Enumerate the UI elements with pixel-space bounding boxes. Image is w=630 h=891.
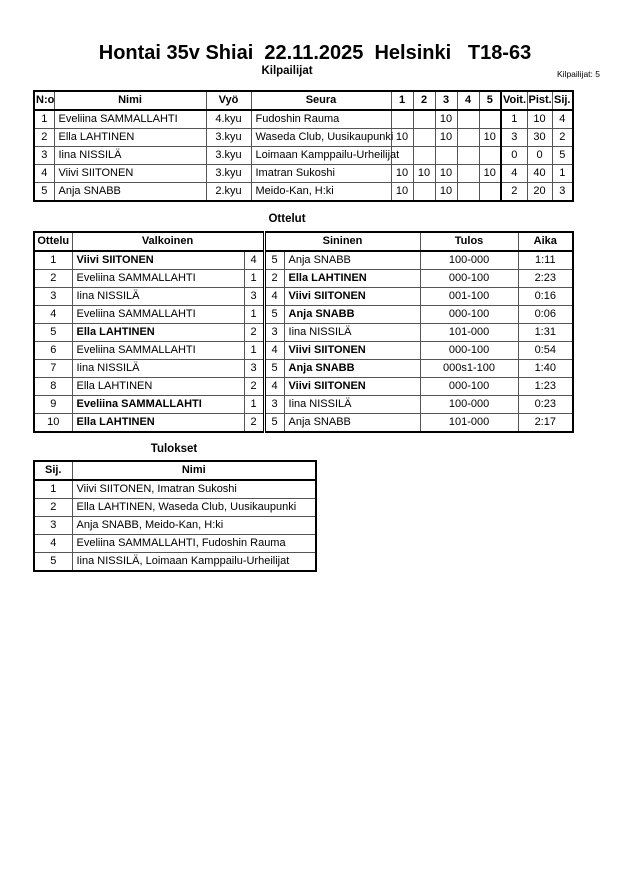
match-row: [34, 251, 573, 270]
blue-pool-number: 5: [264, 360, 284, 378]
col-match-number: Ottelu: [34, 232, 72, 251]
pool-score-cell: [457, 183, 479, 202]
match-time: 1:23: [518, 378, 573, 396]
col-number: N:o: [34, 91, 54, 110]
competitor-club: Loimaan Kamppailu-Urheilijat: [251, 147, 391, 165]
match-number: 2: [34, 270, 72, 288]
pool-score-cell: [457, 147, 479, 165]
col-name: Nimi: [54, 91, 206, 110]
pool-score-cell: 10: [391, 165, 413, 183]
white-pool-number: 3: [244, 288, 264, 306]
match-row: [34, 306, 573, 324]
match-row: [34, 414, 573, 433]
competitor-name: Viivi SIITONEN: [54, 165, 206, 183]
col-belt: Vyö: [206, 91, 251, 110]
result-name: Anja SNABB, Meido-Kan, H:ki: [72, 517, 316, 535]
match-result: 101-000: [420, 414, 518, 433]
pool-score-cell: [457, 129, 479, 147]
white-player: Eveliina SAMMALLAHTI: [72, 396, 244, 414]
match-row: [34, 324, 573, 342]
competitor-club: Waseda Club, Uusikaupunki: [251, 129, 391, 147]
pool-score-cell: [457, 110, 479, 129]
competitor-points: 10: [527, 110, 552, 129]
pool-score-cell: [479, 110, 501, 129]
result-place: 2: [34, 499, 72, 517]
match-time: 0:54: [518, 342, 573, 360]
competitor-name: Eveliina SAMMALLAHTI: [54, 110, 206, 129]
competitor-number: 4: [34, 165, 54, 183]
blue-player: Anja SNABB: [284, 414, 420, 433]
result-row: [34, 499, 316, 517]
white-pool-number: 2: [244, 414, 264, 433]
competitor-club: Fudoshin Rauma: [251, 110, 391, 129]
blue-player: Ella LAHTINEN: [284, 270, 420, 288]
result-row: [34, 480, 316, 499]
competitors-table: [33, 90, 574, 202]
pool-score-cell: 10: [435, 183, 457, 202]
match-result: 000-100: [420, 270, 518, 288]
competitor-number: 2: [34, 129, 54, 147]
match-number: 3: [34, 288, 72, 306]
result-place: 4: [34, 535, 72, 553]
competitor-row: [34, 183, 573, 202]
col-opp-4: 4: [457, 91, 479, 110]
blue-pool-number: 2: [264, 270, 284, 288]
result-name: Viivi SIITONEN, Imatran Sukoshi: [72, 480, 316, 499]
match-result: 000-100: [420, 378, 518, 396]
pool-score-cell: [413, 129, 435, 147]
match-time: 1:11: [518, 251, 573, 270]
match-result: 000-100: [420, 306, 518, 324]
col-opp-5: 5: [479, 91, 501, 110]
result-place: 5: [34, 553, 72, 572]
competitor-number: 5: [34, 183, 54, 202]
match-result: 101-000: [420, 324, 518, 342]
match-number: 9: [34, 396, 72, 414]
match-result: 100-000: [420, 251, 518, 270]
competitor-belt: 4.kyu: [206, 110, 251, 129]
col-opp-1: 1: [391, 91, 413, 110]
white-pool-number: 1: [244, 270, 264, 288]
results-section-title: Tulokset: [150, 443, 198, 455]
competitor-wins: 3: [501, 129, 527, 147]
blue-player: Viivi SIITONEN: [284, 288, 420, 306]
match-row: [34, 360, 573, 378]
result-name: Eveliina SAMMALLAHTI, Fudoshin Rauma: [72, 535, 316, 553]
pool-score-cell: 10: [435, 110, 457, 129]
competitor-number: 1: [34, 110, 54, 129]
blue-pool-number: 4: [264, 288, 284, 306]
result-row: [34, 517, 316, 535]
match-number: 1: [34, 251, 72, 270]
competitor-wins: 0: [501, 147, 527, 165]
competitor-club: Imatran Sukoshi: [251, 165, 391, 183]
pool-score-cell: [413, 110, 435, 129]
col-time: Aika: [518, 232, 573, 251]
white-player: Ella LAHTINEN: [72, 414, 244, 433]
blue-player: Viivi SIITONEN: [284, 342, 420, 360]
blue-pool-number: 3: [264, 396, 284, 414]
match-number: 7: [34, 360, 72, 378]
pool-score-cell: 10: [413, 165, 435, 183]
col-place: Sij.: [34, 461, 72, 480]
match-row: [34, 270, 573, 288]
pool-score-cell: [479, 183, 501, 202]
col-blue: Sininen: [264, 232, 420, 251]
col-wins: Voit.: [501, 91, 527, 110]
competitor-name: Anja SNABB: [54, 183, 206, 202]
result-name: Iina NISSILÄ, Loimaan Kamppailu-Urheilijat: [72, 553, 316, 572]
competitors-count-label: Kilpailijat: 5: [557, 69, 600, 79]
match-row: [34, 396, 573, 414]
blue-pool-number: 4: [264, 378, 284, 396]
blue-pool-number: 5: [264, 306, 284, 324]
match-result: 000s1-100: [420, 360, 518, 378]
competitor-belt: 3.kyu: [206, 165, 251, 183]
competitor-name: Iina NISSILÄ: [54, 147, 206, 165]
pool-score-cell: [391, 110, 413, 129]
matches-section-title: Ottelut: [268, 213, 306, 225]
blue-player: Anja SNABB: [284, 251, 420, 270]
competitor-club: Meido-Kan, H:ki: [251, 183, 391, 202]
result-row: [34, 553, 316, 572]
white-pool-number: 1: [244, 306, 264, 324]
blue-pool-number: 5: [264, 251, 284, 270]
blue-player: Viivi SIITONEN: [284, 378, 420, 396]
white-pool-number: 3: [244, 360, 264, 378]
match-time: 2:17: [518, 414, 573, 433]
match-time: 1:40: [518, 360, 573, 378]
match-result: 100-000: [420, 396, 518, 414]
competitor-place: 4: [552, 110, 573, 129]
col-place: Sij.: [552, 91, 573, 110]
match-time: 1:31: [518, 324, 573, 342]
white-player: Eveliina SAMMALLAHTI: [72, 342, 244, 360]
pool-score-cell: [479, 147, 501, 165]
pool-score-cell: [413, 183, 435, 202]
col-opp-3: 3: [435, 91, 457, 110]
col-name: Nimi: [72, 461, 316, 480]
competitors-section-title: Kilpailijat: [261, 65, 313, 77]
match-number: 8: [34, 378, 72, 396]
competitor-points: 40: [527, 165, 552, 183]
pool-score-cell: [457, 165, 479, 183]
match-number: 5: [34, 324, 72, 342]
competitor-place: 5: [552, 147, 573, 165]
competitor-row: [34, 129, 573, 147]
competitor-row: [34, 165, 573, 183]
result-name: Ella LAHTINEN, Waseda Club, Uusikaupunki: [72, 499, 316, 517]
match-number: 4: [34, 306, 72, 324]
pool-score-cell: 10: [479, 129, 501, 147]
match-number: 10: [34, 414, 72, 433]
col-points: Pist.: [527, 91, 552, 110]
col-club: Seura: [251, 91, 391, 110]
blue-player: Anja SNABB: [284, 360, 420, 378]
results-table: [33, 460, 317, 572]
white-player: Iina NISSILÄ: [72, 360, 244, 378]
white-player: Ella LAHTINEN: [72, 324, 244, 342]
match-result: 001-100: [420, 288, 518, 306]
page-title: Hontai 35v Shiai 22.11.2025 Helsinki T18-63: [98, 42, 532, 64]
match-number: 6: [34, 342, 72, 360]
white-player: Eveliina SAMMALLAHTI: [72, 270, 244, 288]
col-white: Valkoinen: [72, 232, 264, 251]
competitor-belt: 2.kyu: [206, 183, 251, 202]
pool-score-cell: 10: [435, 129, 457, 147]
result-row: [34, 535, 316, 553]
competitor-belt: 3.kyu: [206, 147, 251, 165]
white-player: Ella LAHTINEN: [72, 378, 244, 396]
competitor-row: [34, 110, 573, 129]
competitor-belt: 3.kyu: [206, 129, 251, 147]
result-place: 1: [34, 480, 72, 499]
competitor-number: 3: [34, 147, 54, 165]
white-pool-number: 1: [244, 396, 264, 414]
match-row: [34, 342, 573, 360]
match-time: 0:16: [518, 288, 573, 306]
match-result: 000-100: [420, 342, 518, 360]
white-pool-number: 4: [244, 251, 264, 270]
blue-player: Anja SNABB: [284, 306, 420, 324]
results-header-row: [34, 461, 316, 480]
competitor-place: 2: [552, 129, 573, 147]
white-pool-number: 2: [244, 324, 264, 342]
matches-table: [33, 231, 574, 433]
competitor-points: 30: [527, 129, 552, 147]
competitor-points: 20: [527, 183, 552, 202]
blue-pool-number: 4: [264, 342, 284, 360]
competitor-wins: 2: [501, 183, 527, 202]
blue-pool-number: 5: [264, 414, 284, 433]
match-time: 0:06: [518, 306, 573, 324]
white-player: Viivi SIITONEN: [72, 251, 244, 270]
blue-pool-number: 3: [264, 324, 284, 342]
col-result: Tulos: [420, 232, 518, 251]
match-row: [34, 288, 573, 306]
match-time: 2:23: [518, 270, 573, 288]
match-row: [34, 378, 573, 396]
competitors-header-row: [34, 91, 573, 110]
matches-header-row: [34, 232, 573, 251]
competitor-row: [34, 147, 573, 165]
pool-score-cell: 10: [479, 165, 501, 183]
blue-player: Iina NISSILÄ: [284, 396, 420, 414]
pool-score-cell: [413, 147, 435, 165]
competitor-name: Ella LAHTINEN: [54, 129, 206, 147]
competitor-wins: 4: [501, 165, 527, 183]
competitor-place: 1: [552, 165, 573, 183]
pool-score-cell: [435, 147, 457, 165]
white-pool-number: 1: [244, 342, 264, 360]
competitor-place: 3: [552, 183, 573, 202]
result-place: 3: [34, 517, 72, 535]
blue-player: Iina NISSILÄ: [284, 324, 420, 342]
white-player: Iina NISSILÄ: [72, 288, 244, 306]
pool-score-cell: 10: [391, 183, 413, 202]
pool-score-cell: 10: [391, 129, 413, 147]
match-time: 0:23: [518, 396, 573, 414]
white-pool-number: 2: [244, 378, 264, 396]
competitor-wins: 1: [501, 110, 527, 129]
competitor-points: 0: [527, 147, 552, 165]
pool-score-cell: 10: [435, 165, 457, 183]
col-opp-2: 2: [413, 91, 435, 110]
white-player: Eveliina SAMMALLAHTI: [72, 306, 244, 324]
